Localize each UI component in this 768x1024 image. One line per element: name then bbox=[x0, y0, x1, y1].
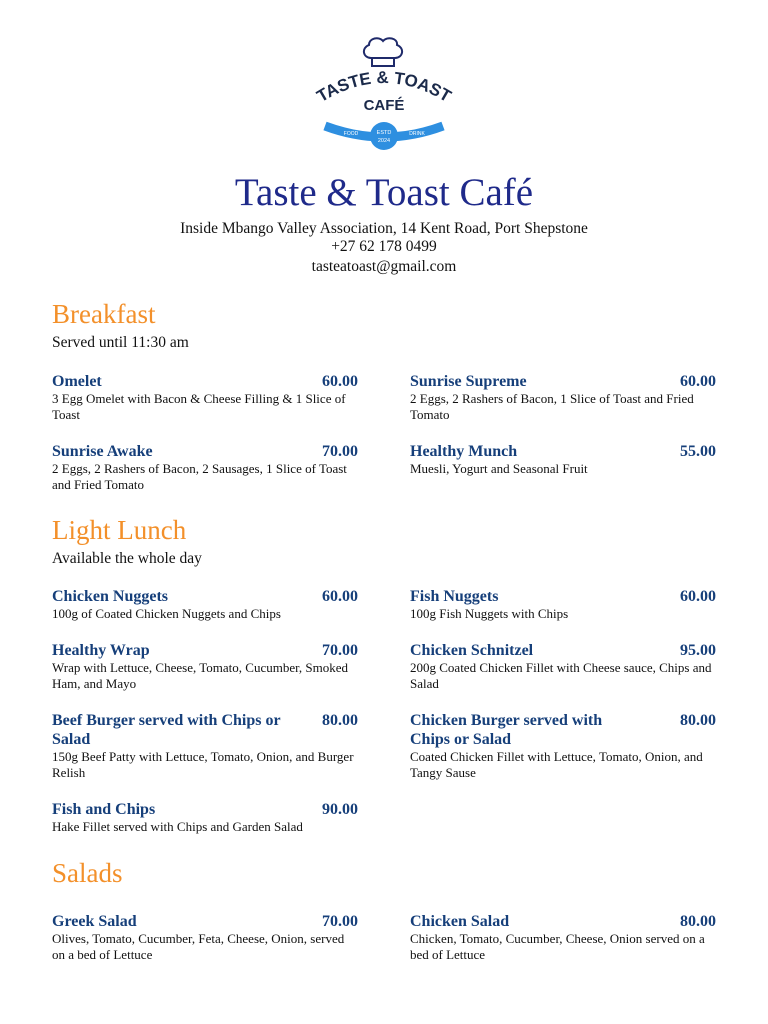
item-description: 2 Eggs, 2 Rashers of Bacon, 2 Sausages, 1 Slice of Toast and Fried Tomato bbox=[52, 461, 347, 492]
chef-hat-icon bbox=[364, 38, 402, 66]
menu-item bbox=[52, 587, 358, 622]
item-description: Chicken, Tomato, Cucumber, Cheese, Onion served on a bed of Lettuce bbox=[410, 931, 705, 962]
logo-line2: CAFÉ bbox=[363, 97, 405, 114]
item-price: 55.00 bbox=[680, 443, 716, 460]
section-title-salads: Salads bbox=[52, 858, 123, 888]
item-name: Chicken Burger served with Chips or Salad bbox=[410, 712, 603, 748]
cafe-logo bbox=[309, 34, 459, 152]
item-name: Greek Salad bbox=[52, 913, 137, 930]
section-subtitle-light-lunch: Available the whole day bbox=[52, 550, 202, 567]
item-name: Fish and Chips bbox=[52, 801, 156, 818]
menu-item bbox=[52, 711, 358, 780]
item-price: 70.00 bbox=[322, 913, 358, 930]
item-name: Healthy Munch bbox=[410, 443, 518, 460]
item-name: Chicken Salad bbox=[410, 913, 510, 930]
item-name: Beef Burger served with Chips or Salad bbox=[52, 712, 281, 748]
section-subtitle-breakfast: Served until 11:30 am bbox=[52, 334, 189, 351]
item-description: 2 Eggs, 2 Rashers of Bacon, 1 Slice of Toast and Fried Tomato bbox=[410, 391, 694, 422]
item-description: 100g of Coated Chicken Nuggets and Chips bbox=[52, 606, 281, 621]
menu-item bbox=[52, 912, 358, 962]
menu-item bbox=[52, 442, 358, 492]
section-title-breakfast: Breakfast bbox=[52, 299, 156, 329]
section-title-light-lunch: Light Lunch bbox=[52, 515, 187, 545]
menu-item bbox=[410, 912, 716, 962]
logo-badge-top: ESTD bbox=[376, 130, 392, 136]
item-name: Chicken Nuggets bbox=[52, 588, 169, 605]
item-description: Olives, Tomato, Cucumber, Feta, Cheese, Onion, served on a bed of Lettuce bbox=[52, 931, 345, 962]
menu-item bbox=[52, 372, 358, 422]
item-name: Omelet bbox=[52, 373, 102, 390]
item-price: 95.00 bbox=[680, 642, 716, 659]
item-price: 60.00 bbox=[680, 588, 716, 605]
logo-badge-bottom: 2024 bbox=[377, 138, 391, 144]
item-description: Hake Fillet served with Chips and Garden Salad bbox=[52, 819, 303, 834]
item-description: Coated Chicken Fillet with Lettuce, Tomato, Onion, and Tangy Sause bbox=[410, 749, 703, 780]
menu-item bbox=[410, 587, 716, 622]
page-title: Taste & Toast Café bbox=[234, 171, 534, 214]
item-price: 70.00 bbox=[322, 443, 358, 460]
item-price: 70.00 bbox=[322, 642, 358, 659]
menu-item bbox=[52, 641, 358, 691]
menu-item bbox=[52, 800, 358, 835]
item-price: 60.00 bbox=[680, 373, 716, 390]
item-price: 80.00 bbox=[680, 712, 716, 729]
item-name: Sunrise Awake bbox=[52, 443, 153, 460]
item-description: 3 Egg Omelet with Bacon & Cheese Filling & 1 Slice of Toast bbox=[52, 391, 346, 422]
item-name: Sunrise Supreme bbox=[410, 373, 527, 390]
menu-item bbox=[410, 711, 716, 780]
item-description: 200g Coated Chicken Fillet with Cheese sauce, Chips and Salad bbox=[410, 660, 712, 691]
item-price: 60.00 bbox=[322, 373, 358, 390]
menu-item bbox=[410, 442, 716, 477]
logo-ribbon-right: DRINK bbox=[409, 131, 425, 137]
item-price: 90.00 bbox=[322, 801, 358, 818]
item-price: 60.00 bbox=[322, 588, 358, 605]
item-name: Fish Nuggets bbox=[410, 588, 499, 605]
item-description: 100g Fish Nuggets with Chips bbox=[410, 606, 569, 621]
item-description: 150g Beef Patty with Lettuce, Tomato, Onion, and Burger Relish bbox=[52, 749, 354, 780]
menu-item bbox=[410, 641, 716, 691]
item-description: Muesli, Yogurt and Seasonal Fruit bbox=[410, 461, 588, 476]
logo-ribbon-left: FOOD bbox=[343, 131, 359, 137]
address: Inside Mbango Valley Association, 14 Kent Road, Port Shepstone bbox=[180, 220, 588, 237]
item-price: 80.00 bbox=[322, 712, 358, 729]
item-name: Chicken Schnitzel bbox=[410, 642, 534, 659]
item-price: 80.00 bbox=[680, 913, 716, 930]
logo-line1: TASTE & TOAST bbox=[313, 67, 455, 107]
item-description: Wrap with Lettuce, Cheese, Tomato, Cucumber, Smoked Ham, and Mayo bbox=[52, 660, 349, 691]
phone: +27 62 178 0499 bbox=[331, 238, 437, 255]
email: tasteatoast@gmail.com bbox=[311, 258, 457, 275]
item-name: Healthy Wrap bbox=[52, 642, 150, 659]
menu-item bbox=[410, 372, 716, 422]
logo-badge bbox=[370, 122, 398, 150]
